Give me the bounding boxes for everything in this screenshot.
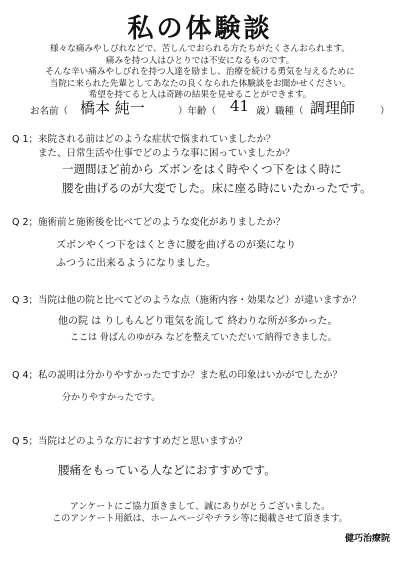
question-number: Q 3； <box>12 295 39 306</box>
footer-line: アンケートにご協力頂きまして、誠にありがとうございました。 <box>69 502 331 512</box>
question-text: 施術前と施術後を比べてどのような変化がありましたか？ <box>38 217 286 228</box>
footer-text <box>0 501 400 525</box>
intro-line: そんな辛い痛みやしびれを持つ人達を励まし、治療を続ける勇気を与えるために <box>45 67 355 78</box>
intro-line: 様々な痛みやしびれなどで、苦しんでおられる方たちがたくさんおられます。 <box>50 44 350 54</box>
intro-line: 当院に来られた先輩としてあなたの良くなられた体験談をお聞かせください。 <box>49 78 351 89</box>
age-label: ）年齢（ <box>178 106 217 117</box>
question-number: Q 2； <box>12 217 39 228</box>
intro-text <box>0 44 400 102</box>
question-number: Q 5； <box>12 436 39 447</box>
answer-line: ふつうに出来るようになりました。 <box>56 258 216 269</box>
answer-line: ズボンやくつ下をはくときに腰を曲げるのが楽になり <box>56 240 296 251</box>
answer-line: 分かりやすかったです。 <box>62 393 161 403</box>
question-text: また、日常生活や仕事でどのような事に困っていましたか？ <box>38 148 295 159</box>
clinic-name: 健巧治療院 <box>344 534 390 544</box>
name-label: お名前（ <box>30 106 69 117</box>
footer-line: このアンケート用紙は、ホームページやチラシ等に掲載させて頂きます。 <box>52 514 348 524</box>
question-number: Q 1； <box>12 134 39 145</box>
question-text: 当院は他の院と比べてどのような点（施術内容・効果など）が違いますか？ <box>38 295 362 306</box>
answer-line: 腰痛をもっている人などにおすすめです。 <box>58 463 276 477</box>
answer-line: 他の院 は りしもんどり電気を流して 終わりな所が多かった。 <box>58 316 338 327</box>
answer-line: 一週間ほど前から ズボンをはく時やくつ下をはく時に <box>62 162 342 176</box>
job-close: ） <box>380 106 390 117</box>
question-number: Q 4； <box>12 370 39 381</box>
question-text: 私の説明は分かりやすかったですか？また私の印象はいかがでしたか？ <box>38 370 343 381</box>
answer-line: ここは 骨ばんのゆがみ などを整えていただいて納得できました。 <box>70 333 337 343</box>
page-title: 私の体験談 <box>127 14 273 44</box>
answer-line: 腰を曲げるのが大変でした。床に座る時にいたかったです。 <box>62 181 372 195</box>
age-value: 41 <box>230 97 250 115</box>
question-text: 当院はどのような方におすすめだと思いますか？ <box>38 436 248 447</box>
intro-line: 希望を持てると人は奇跡の結果を見せることができます。 <box>88 90 312 101</box>
intro-line: 痛みを持つ人はひとりでは不安になるものです。 <box>105 55 295 66</box>
question-text: 来院される前はどのような症状で悩まれていましたか？ <box>38 134 276 145</box>
job-value: 調理師 <box>310 99 356 117</box>
age-unit-job-label: 歳）職種（ <box>256 106 304 117</box>
name-value: 橋本 純一 <box>80 99 145 117</box>
